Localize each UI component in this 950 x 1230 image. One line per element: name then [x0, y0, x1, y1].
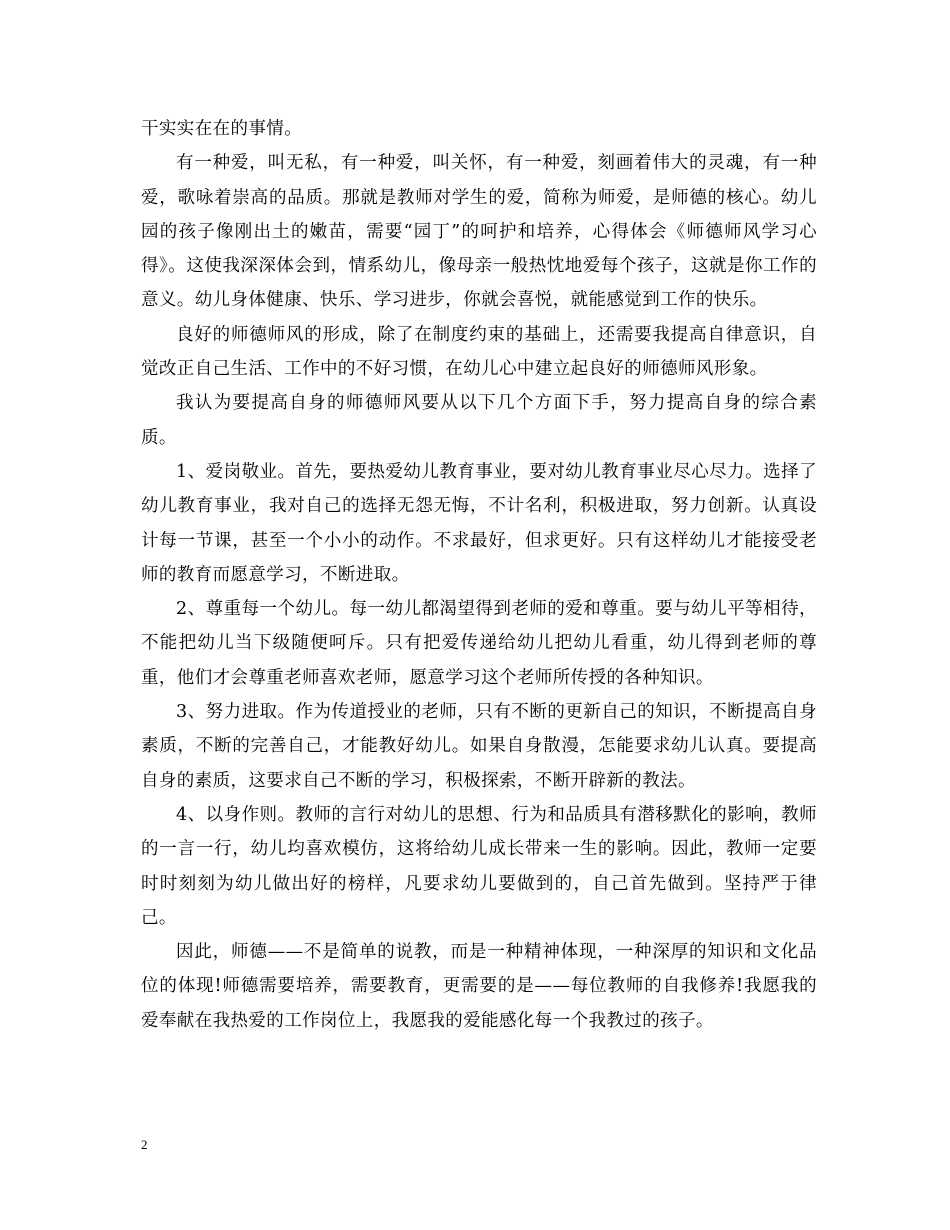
paragraph-point-4: 4、以身作则。教师的言行对幼儿的思想、行为和品质具有潜移默化的影响，教师的一言一行，幼儿均喜欢模仿，这将给幼儿成长带来一生的影响。因此，教师一定要时时刻刻为幼儿做出好的榜样，凡要求幼儿要做到的，自己首先做到。坚持严于律己。 [141, 804, 817, 928]
paragraph-point-3: 3、努力进取。作为传道授业的老师，只有不断的更新自己的知识，不断提高自身素质，不断的完善自己，才能教好幼儿。如果自身散漫，怎能要求幼儿认真。要提高自身的素质，这要求自己不断的学习，积极探索，不断开辟新的教法。 [141, 702, 817, 791]
paragraph-teacher-love: 有一种爱，叫无私，有一种爱，叫关怀，有一种爱，刻画着伟大的灵魂，有一种爱，歌咏着崇高的品质。那就是教师对学生的爱，简称为师爱，是师德的核心。幼儿园的孩子像刚出土的嫩苗，需要“园丁”的呵护和培养，心得体会《师德师风学习心得》。这使我深深体会到，情系幼儿，像母亲一般热忱地爱每个孩子，这就是你工作的意义。幼儿身体健康、快乐、学习进步，你就会喜悦，就能感觉到工作的快乐。 [141, 153, 817, 311]
document-body [141, 112, 817, 1038]
paragraph-aspects-intro: 我认为要提高自身的师德师风要从以下几个方面下手，努力提高自身的综合素质。 [141, 393, 817, 448]
paragraph-conclusion: 因此，师德——不是简单的说教，而是一种精神体现，一种深厚的知识和文化品位的体现!师德需要培养，需要教育，更需要的是——每位教师的自我修养!我愿我的爱奉献在我热爱的工作岗位上，我愿我的爱能感化每一个我教过的孩子。 [141, 942, 817, 1031]
paragraph-point-2: 2、尊重每一个幼儿。每一幼儿都渴望得到老师的爱和尊重。要与幼儿平等相待，不能把幼儿当下级随便呵斥。只有把爱传递给幼儿把幼儿看重，幼儿得到老师的尊重，他们才会尊重老师喜欢老师，愿意学习这个老师所传授的各种知识。 [141, 599, 817, 688]
paragraph-continued: 干实实在在的事情。 [141, 119, 303, 139]
paragraph-point-1: 1、爱岗敬业。首先，要热爱幼儿教育事业，要对幼儿教育事业尽心尽力。选择了幼儿教育事业，我对自己的选择无怨无悔，不计名利，积极进取，努力创新。认真设计每一节课，甚至一个小小的动作。不求最好，但求更好。只有这样幼儿才能接受老师的教育而愿意学习，不断进取。 [141, 461, 817, 585]
paragraph-self-discipline: 良好的师德师风的形成，除了在制度约束的基础上，还需要我提高自律意识，自觉改正自己生活、工作中的不好习惯，在幼儿心中建立起良好的师德师风形象。 [141, 324, 817, 380]
page-number: 2 [141, 1137, 148, 1152]
